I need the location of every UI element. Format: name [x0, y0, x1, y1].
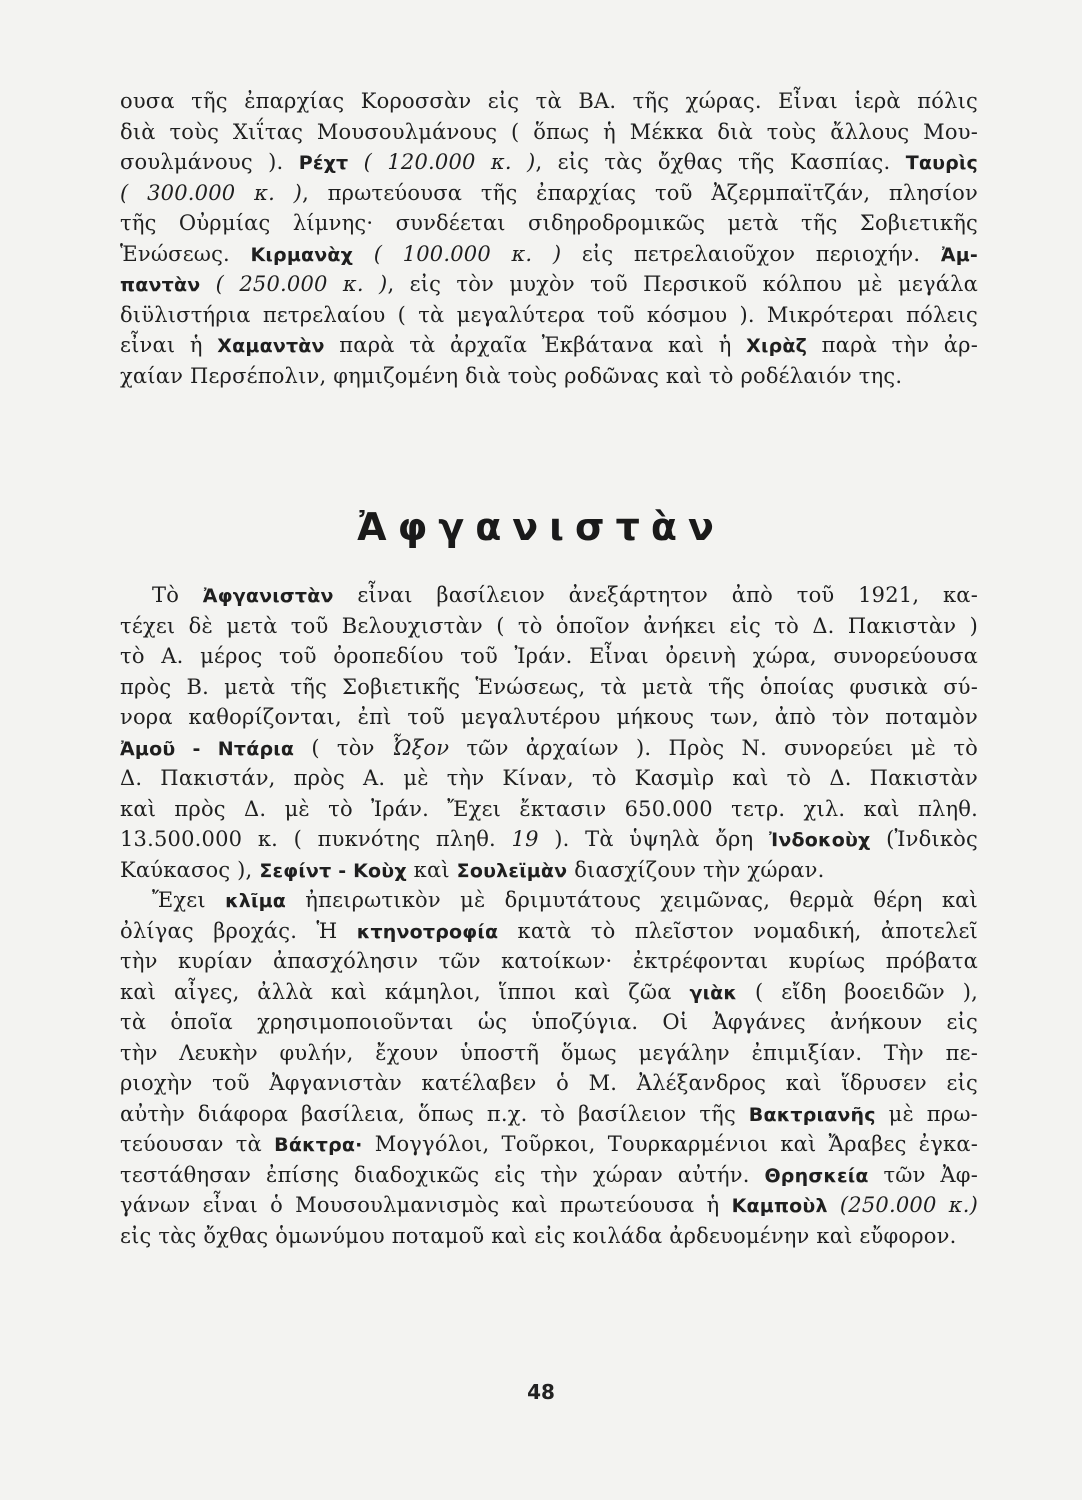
text-run: , εἰς τὸν μυχὸν τοῦ Περσικοῦ κόλπου μὲ μεγάλα [387, 272, 978, 296]
bold-term: Ρέχτ [298, 152, 349, 174]
text-line [120, 672, 978, 703]
text-line [120, 1068, 978, 1099]
text-run: παρὰ τὰ ἀρχαῖα Ἐκβάτανα καὶ ἡ [324, 333, 747, 357]
bold-term: Θρησκεία [764, 1164, 869, 1187]
text-run: διὰ τοὺς Χιΐτας Μουσουλμάνους ( ὅπως ἡ Μέκκα διὰ τοὺς ἄλλους Μου- [120, 119, 978, 144]
text-run: τὸ Α. μέρος τοῦ ὀροπεδίου τοῦ Ἰράν. Εἶναι ὀρεινὴ χώρα, συνορεύουσα [120, 644, 978, 668]
text-line [120, 824, 978, 855]
text-run: τεύουσαν τὰ [120, 1132, 275, 1156]
italic-text: ( 100.000 κ. ) [353, 241, 562, 266]
text-run: τέχει δὲ μετὰ τοῦ Βελουχιστὰν ( τὸ ὁποῖον ἀνήκει εἰς τὸ Δ. Πακιστὰν ) [120, 613, 978, 638]
bold-term: Σουλεϊμὰν [456, 859, 568, 882]
italic-text: ( 250.000 κ. ) [200, 272, 388, 296]
text-line [120, 916, 978, 947]
text-line [120, 1038, 978, 1069]
text-line [120, 330, 978, 361]
text-line [120, 641, 978, 672]
text-line [120, 580, 978, 611]
text-line [120, 1099, 978, 1130]
text-line [120, 208, 978, 239]
text-run: μὲ πρω- [875, 1101, 978, 1126]
text-run: αὐτὴν διάφορα βασίλεια, ὅπως π.χ. τὸ βασίλειον τῆς [120, 1101, 749, 1126]
text-line [120, 117, 978, 148]
text-run: ( τὸν [294, 735, 392, 760]
bold-term: Κιρμανὰχ [250, 243, 354, 266]
text-line [120, 361, 978, 392]
text-run: Τὸ [152, 583, 203, 607]
text-run: τὰ ὁποῖα χρησιμοποιοῦνται ὡς ὑποζύγια. Οἱ Ἀφγάνες ἀνήκουν εἰς [120, 1010, 978, 1034]
bold-term: Σεφίντ - Κοὺχ [259, 859, 407, 882]
text-run: σουλμάνους ). [120, 150, 299, 174]
italic-text: Ὦξον [391, 735, 450, 760]
italic-text: 19 [511, 827, 539, 851]
text-run: Καύκασος ), [120, 857, 260, 882]
text-line [120, 794, 978, 825]
bold-term: Καμποὺλ [731, 1195, 828, 1217]
text-run: εἰς τὰς ὄχθας ὁμωνύμου ποταμοῦ καὶ εἰς κοιλάδα ἀρδευομένην καὶ εὔφορον. [120, 1223, 957, 1248]
text-line [120, 855, 978, 886]
page-number: 48 [527, 1380, 555, 1404]
text-run: , πρωτεύουσα τῆς ἐπαρχίας τοῦ Ἀζερμπαϊτζάν, πλησίον [302, 180, 978, 205]
section-heading-afghanistan: Ἀφγανιστὰν [357, 505, 725, 549]
text-run: ( εἴδη βοοειδῶν ), [737, 979, 978, 1004]
bold-term: κτηνοτροφία [356, 920, 499, 943]
italic-text: ( 300.000 κ. ) [120, 180, 303, 205]
text-run: ἠπειρωτικὸν μὲ δριμυτάτους χειμῶνας, θερμὰ θέρη καὶ [286, 888, 978, 912]
paragraph-persia-cities [120, 86, 978, 391]
text-run: 13.500.000 κ. ( πυκνότης πληθ. [120, 827, 512, 851]
text-run: Ἔχει [152, 888, 226, 912]
text-run: , εἰς τὰς ὄχθας τῆς Κασπίας. [535, 150, 906, 174]
text-run: τῶν ἀρχαίων ). Πρὸς Ν. συνορεύει μὲ τὸ [449, 735, 978, 760]
text-run: (Ἰνδικὸς [870, 827, 978, 851]
bold-term: γιὰκ [689, 981, 738, 1004]
bold-term: Ἰνδοκοὺχ [768, 829, 871, 851]
bold-term: Ἀμ- [940, 243, 978, 266]
paragraph-afghanistan-geography [120, 580, 978, 885]
text-line [120, 885, 978, 916]
text-line [120, 178, 978, 209]
text-line [120, 611, 978, 642]
text-run: τῆς Οὐρμίας λίμνης· συνδέεται σιδηροδρομικῶς μετὰ τῆς Σοβιετικῆς [120, 211, 978, 235]
text-run: καὶ [406, 857, 457, 882]
text-run: γάνων εἶναι ὁ Μουσουλμανισμὸς καὶ πρωτεύουσα ἡ [120, 1193, 732, 1217]
text-run: τὴν κυρίαν ἀπασχόλησιν τῶν κατοίκων· ἐκτρέφονται κυρίως πρόβατα [120, 949, 978, 973]
text-line [120, 1129, 978, 1160]
text-run: Δ. Πακιστάν, πρὸς Α. μὲ τὴν Κίναν, τὸ Κασμὶρ καὶ τὸ Δ. Πακιστὰν [120, 766, 978, 790]
bold-term: κλῖμα [225, 890, 287, 912]
bold-term: Βάκτρα· [274, 1134, 363, 1156]
text-run: κατὰ τὸ πλεῖστον νομαδική, ἀποτελεῖ [498, 918, 978, 943]
text-line [120, 1160, 978, 1191]
text-run: ουσα τῆς ἐπαρχίας Κοροσσὰν εἰς τὰ ΒΑ. τῆς χώρας. Εἶναι ἱερὰ πόλις [120, 89, 978, 113]
text-run: ). Τὰ ὑψηλὰ ὄρη [538, 827, 769, 851]
text-run: τῶν Ἀφ- [868, 1162, 978, 1187]
text-line [120, 977, 978, 1008]
text-line [120, 1007, 978, 1038]
text-run: διϋλιστήρια πετρελαίου ( τὰ μεγαλύτερα τοῦ κόσμου ). Μικρότεραι πόλεις [120, 302, 978, 327]
text-run: ριοχὴν τοῦ Ἀφγανιστὰν κατέλαβεν ὁ Μ. Ἀλέξανδρος καὶ ἵδρυσεν εἰς [120, 1071, 978, 1095]
text-run: ὀλίγας βροχάς. Ἡ [120, 918, 357, 943]
text-run: καὶ πρὸς Δ. μὲ τὸ Ἰράν. Ἔχει ἔκτασιν 650.000 τετρ. χιλ. καὶ πληθ. [120, 796, 978, 821]
text-run: νορα καθορίζονται, ἐπὶ τοῦ μεγαλυτέρου μήκους των, ἀπὸ τὸν ποταμὸν [120, 705, 978, 729]
text-line [120, 300, 978, 331]
text-line [120, 1221, 978, 1252]
text-line [120, 702, 978, 733]
text-run: πρὸς Β. μετὰ τῆς Σοβιετικῆς Ἑνώσεως, τὰ μετὰ τῆς ὁποίας φυσικὰ σύ- [120, 674, 978, 699]
bold-term: Χαμαντὰν [217, 335, 325, 357]
text-run: τὴν Λευκὴν φυλήν, ἔχουν ὑποστῆ ὅμως μεγάλην ἐπιμιξίαν. Τὴν πε- [120, 1040, 978, 1065]
text-line [120, 239, 978, 270]
text-line [120, 946, 978, 977]
text-line [120, 733, 978, 764]
text-run: εἰς πετρελαιοῦχον περιοχήν. [561, 241, 941, 266]
bold-term: Ἀφγανιστὰν [202, 585, 334, 607]
bold-term: Χιρὰζ [746, 335, 808, 357]
text-run: εἶναι ἡ [120, 333, 218, 357]
text-run: χαίαν Περσέπολιν, φημιζομένη διὰ τοὺς ροδῶνας καὶ τὸ ροδέλαιόν της. [120, 363, 903, 388]
paragraph-afghanistan-climate-history [120, 885, 978, 1251]
text-run: εἶναι βασίλειον ἀνεξάρτητον ἀπὸ τοῦ 1921, κα- [333, 583, 978, 607]
text-run: Μογγόλοι, Τοῦρκοι, Τουρκαρμένιοι καὶ Ἄραβες ἐγκα- [362, 1132, 978, 1156]
text-run: διασχίζουν τὴν χώραν. [567, 857, 825, 882]
text-run: καὶ αἶγες, ἀλλὰ καὶ κάμηλοι, ἵπποι καὶ ζῶα [120, 979, 690, 1004]
text-run: τεστάθησαν ἐπίσης διαδοχικῶς εἰς τὴν χώραν αὐτήν. [120, 1162, 765, 1187]
italic-text: (250.000 κ.) [827, 1193, 978, 1217]
text-line [120, 763, 978, 794]
text-run: Ἑνώσεως. [120, 241, 251, 266]
bold-term: Βακτριανῆς [748, 1103, 876, 1126]
text-line [120, 1190, 978, 1221]
bold-term: παντὰν [120, 274, 201, 296]
text-run: παρὰ τὴν ἀρ- [807, 333, 978, 357]
italic-text: ( 120.000 κ. ) [348, 150, 536, 174]
text-line [120, 86, 978, 117]
bold-term: Ἀμοῦ - Ντάρια [120, 737, 295, 760]
text-line [120, 269, 978, 300]
text-line [120, 147, 978, 178]
bold-term: Ταυρὶς [905, 152, 978, 174]
